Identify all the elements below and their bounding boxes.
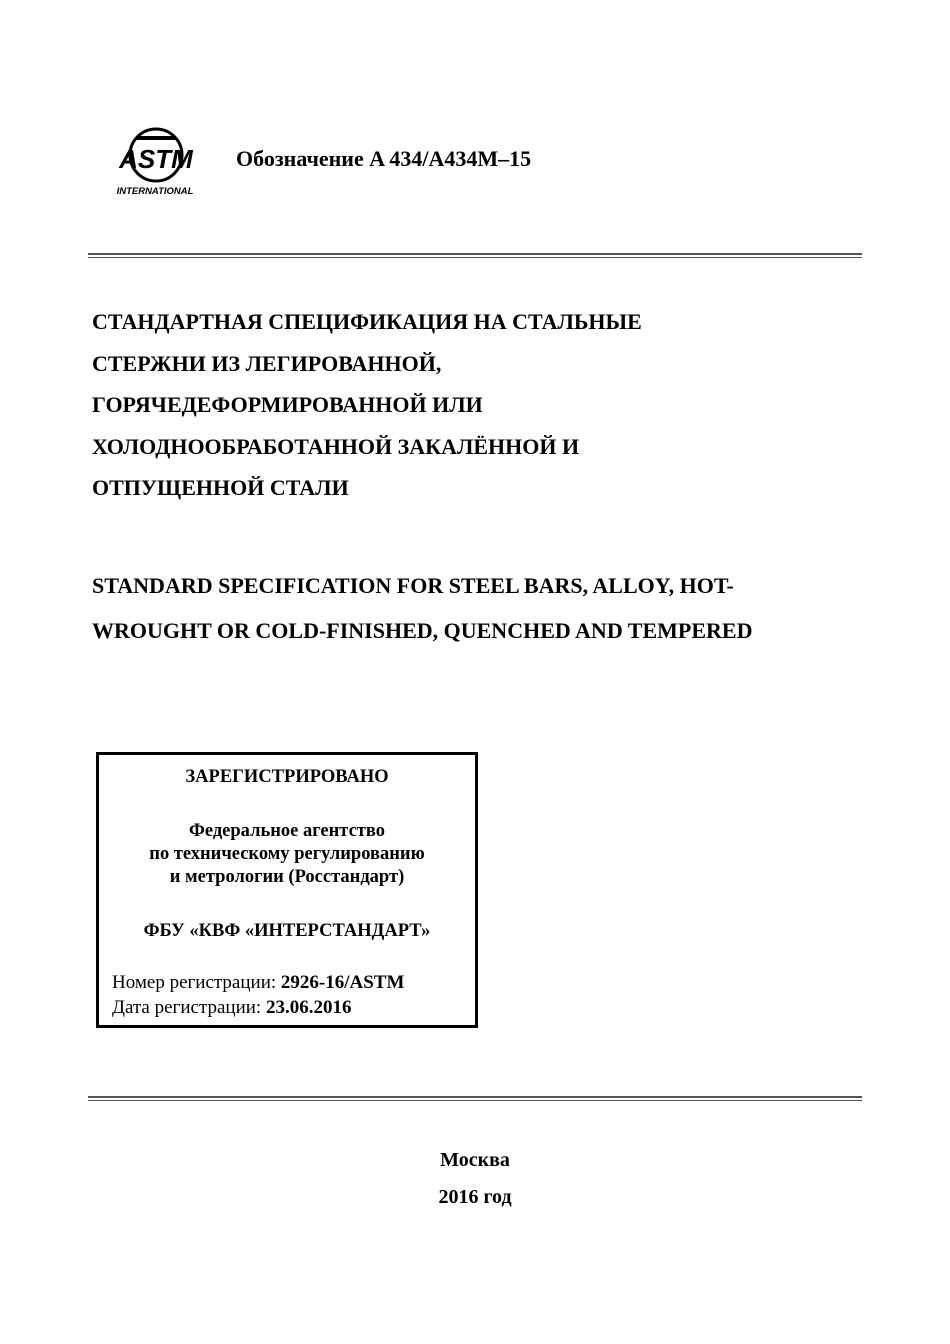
bottom-divider [88, 1096, 862, 1101]
svg-text:INTERNATIONAL: INTERNATIONAL [116, 186, 194, 197]
registration-date-label: Дата регистрации: [112, 997, 266, 1018]
publication-year: 2016 год [438, 1186, 512, 1208]
agency-line: по техническому регулированию [149, 844, 425, 864]
agency-line: и метрологии (Росстандарт) [169, 867, 405, 887]
astm-logo [112, 122, 196, 202]
registration-number-label: Номер регистрации: [112, 972, 281, 993]
title-english [92, 563, 872, 653]
registration-date-value: 23.06.2016 [265, 997, 352, 1018]
title-ru-line: ОТПУЩЕННОЙ СТАЛИ [92, 475, 349, 500]
svg-text:ASTM: ASTM [119, 144, 193, 174]
astm-logo-icon [112, 122, 196, 202]
document-designation: Обозначение A 434/A434M–15 [236, 146, 532, 171]
registering-organization: ФБУ «КВФ «ИНТЕРСТАНДАРТ» [143, 921, 431, 941]
registration-number-value: 2926-16/ASTM [280, 972, 405, 993]
registration-stamp [96, 752, 478, 1028]
registration-heading: ЗАРЕГИСТРИРОВАНО [185, 767, 389, 787]
title-russian [92, 301, 852, 509]
agency-line: Федеральное агентство [188, 821, 386, 841]
title-ru-line: ХОЛОДНООБРАБОТАННОЙ ЗАКАЛЁННОЙ И [92, 433, 580, 459]
publication-city: Москва [440, 1149, 510, 1171]
title-ru-line: СТЕРЖНИ ИЗ ЛЕГИРОВАННОЙ, [92, 350, 442, 376]
title-ru-line: СТАНДАРТНАЯ СПЕЦИФИКАЦИЯ НА СТАЛЬНЫЕ [92, 309, 642, 334]
title-en-line: STANDARD SPECIFICATION FOR STEEL BARS, ALLOY, HOT- [92, 573, 734, 598]
title-en-line: WROUGHT OR COLD-FINISHED, QUENCHED AND TEMPERED [92, 618, 753, 643]
registration-date-row [112, 997, 351, 1019]
title-ru-line: ГОРЯЧЕДЕФОРМИРОВАННОЙ ИЛИ [92, 392, 483, 417]
registration-number-row [112, 972, 404, 994]
top-divider [88, 253, 862, 258]
